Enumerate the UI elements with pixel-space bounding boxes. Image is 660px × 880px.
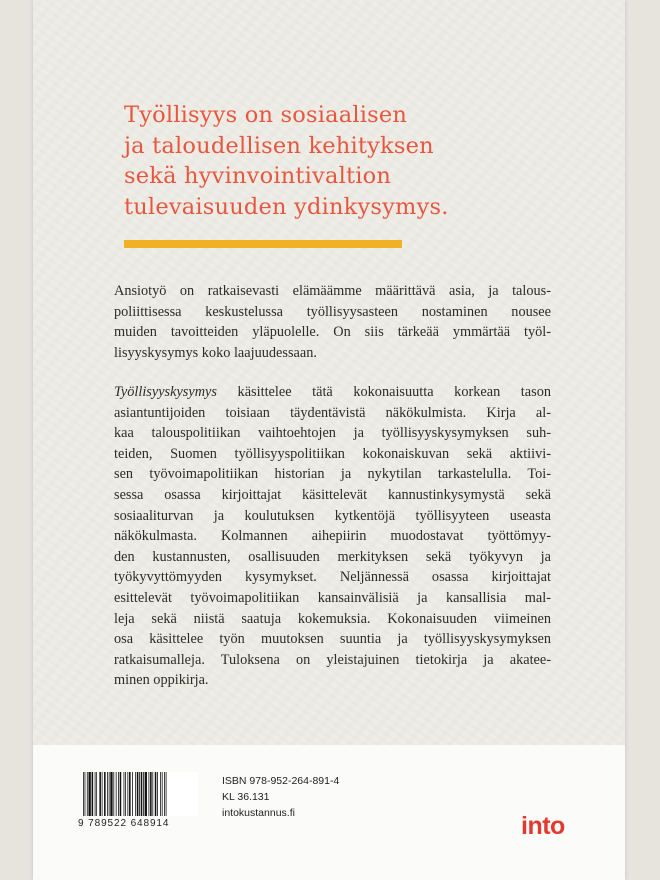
text-line: lisyyskysymys koko laajuudessaan.: [114, 344, 317, 361]
barcode-bar: [107, 772, 108, 816]
text-line: teiden, Suomen työllisyyspolitiikan kokonaiskuvan sekä aktiivi-: [114, 445, 551, 462]
text-line: Ansiotyö on ratkaisevasti elämäämme määrittävä asia, ja talous-: [114, 283, 551, 299]
publisher-logo: into: [521, 812, 565, 840]
barcode-bar: [157, 772, 158, 816]
accent-rule: [124, 240, 402, 248]
headline-line: ja taloudellisen kehityksen: [124, 132, 434, 159]
barcode-bar: [110, 772, 112, 816]
book-back-cover: [33, 0, 625, 880]
website-text: intokustannus.fi: [222, 807, 295, 819]
barcode-bar: [88, 772, 90, 816]
classification-text: KL 36.131: [222, 791, 270, 803]
isbn-text: ISBN 978-952-264-891-4: [222, 775, 340, 787]
headline-line: Työllisyys on sosiaalisen: [124, 102, 408, 128]
barcode-bar: [143, 772, 144, 816]
barcode-bar: [125, 772, 126, 816]
barcode-number: 9 789522 648914: [78, 818, 170, 829]
book-title-italic: Työllisyyskysymys: [114, 384, 217, 400]
text-line: sessa osassa kirjoittajat käsittelevät kannustinkysymystä sekä: [114, 486, 551, 503]
barcode-bar: [104, 772, 106, 816]
paragraph-description: [114, 382, 551, 691]
text-line: poliittisessa keskustelussa työllisyysasteen nostaminen nousee: [114, 303, 551, 320]
text-line: osa käsittelee työn muutoksen suuntia ja työllisyyskysymyksen: [114, 631, 551, 648]
barcode-bar: [99, 772, 101, 816]
barcode-bar: [132, 772, 133, 816]
publication-info: [222, 773, 339, 821]
barcode-bar: [96, 772, 97, 816]
barcode-bar: [141, 772, 143, 816]
barcode-bar: [118, 772, 119, 816]
text-line: työkyvyttömyyden kysymykset. Neljännessä osassa kirjoittajat: [114, 569, 551, 586]
barcode-bar: [139, 772, 140, 816]
barcode-bar: [162, 772, 163, 816]
barcode-bar: [150, 772, 152, 816]
barcode-bar: [87, 772, 88, 816]
text-line: minen oppikirja.: [114, 672, 209, 689]
barcode-bar: [85, 772, 86, 816]
headline-line: tulevaisuuden ydinkysymys.: [124, 193, 449, 220]
text-line: kaa talouspolitiikan vaihtoehtojen ja työllisyyskysymyksen suh-: [114, 425, 551, 442]
barcode-bar: [145, 772, 147, 816]
barcode-bar: [160, 772, 161, 816]
headline-line: sekä hyvinvointivaltion: [124, 163, 392, 189]
text-line: asiantuntijoiden toisiaan täydentävistä näkökulmista. Kirja al-: [114, 404, 551, 421]
text-line: muiden tavoitteiden yläpuolelle. On siis tärkeää ymmärtää työl-: [114, 324, 551, 341]
barcode-bar: [166, 772, 167, 816]
barcode-bar: [120, 772, 122, 816]
barcode-bar: [92, 772, 94, 816]
barcode-bar: [124, 772, 125, 816]
headline: [124, 100, 554, 222]
text-line: den kustannusten, osallisuuden merkityksen sekä työkyvyn ja: [114, 548, 551, 565]
paragraph-intro: [114, 281, 551, 363]
barcode-bar: [109, 772, 110, 816]
barcode-graphic: [82, 772, 198, 816]
barcode-bar: [127, 772, 128, 816]
barcode-bar: [95, 772, 96, 816]
barcode-bar: [129, 772, 131, 816]
text-line: sen työvoimapolitiikan historian ja nykytilan tarkastelulla. Toi-: [114, 466, 551, 483]
text-line: näkökulmasta. Kolmannen aihepiirin muodostavat työttömyy-: [114, 528, 551, 545]
text-line: esittelevät työvoimapolitiikan kansainvälisiä ja kansallisia mal-: [114, 589, 551, 606]
barcode-bar: [155, 772, 157, 816]
text-line: ratkaisumalleja. Tuloksena on yleistajuinen tietokirja ja akatee-: [114, 651, 551, 668]
barcode: [82, 772, 198, 816]
text-line: sosiaaliturvan ja koulutuksen kytkentöjä työllisyyteen useasta: [114, 507, 551, 524]
barcode-bar: [164, 772, 165, 816]
text-line: leja sekä niistä saatuja kokemuksia. Kokonaisuuden viimeinen: [114, 610, 551, 627]
barcode-bar: [113, 772, 114, 816]
text-line: [114, 382, 551, 403]
barcode-bar: [102, 772, 103, 816]
text-fragment: käsittelee tätä kokonaisuutta korkean tason: [216, 384, 551, 400]
barcode-bar: [152, 772, 153, 816]
barcode-bar: [149, 772, 150, 816]
barcode-bar: [83, 772, 84, 816]
barcode-bar: [116, 772, 117, 816]
barcode-bar: [137, 772, 139, 816]
barcode-bar: [135, 772, 136, 816]
